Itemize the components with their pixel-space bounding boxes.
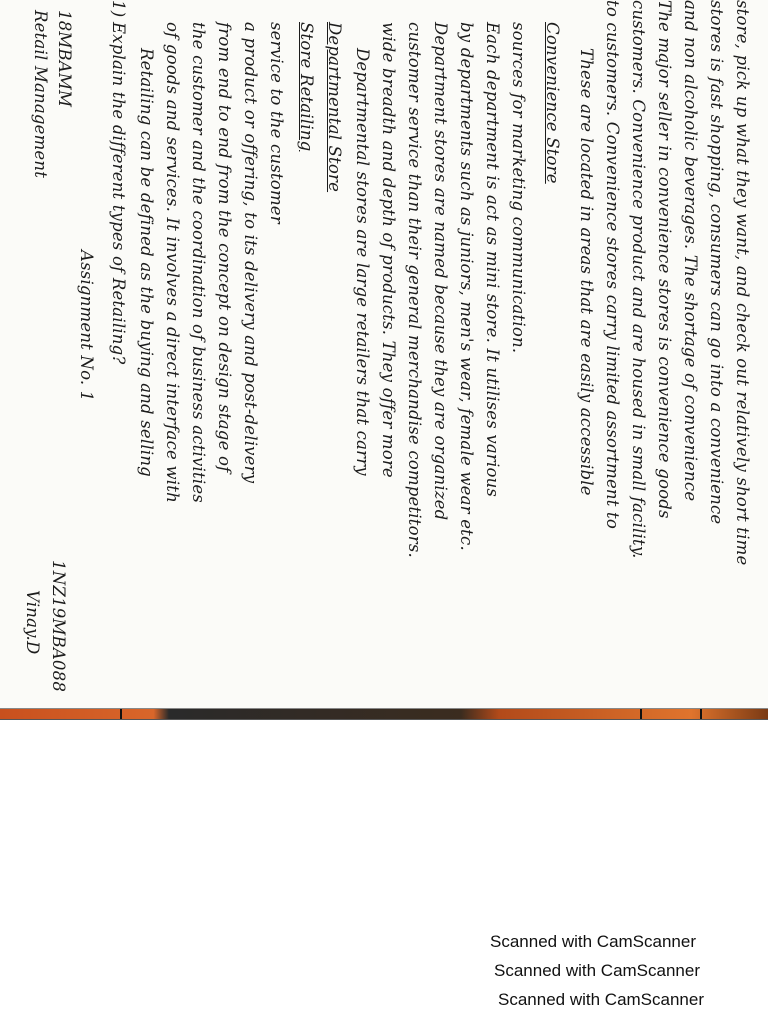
convenience-line: These are located in areas that are easily accessible — [577, 48, 596, 496]
departmental-line: by departments such as juniors, men's wear, female wear etc. — [457, 22, 476, 551]
departmental-line: sources for marketing communication. — [509, 22, 528, 354]
camscanner-watermark: Scanned with CamScanner — [498, 990, 705, 1009]
departmental-line: wide breadth and depth of products. They offer more — [379, 22, 398, 478]
course-code: 18MBAMM — [55, 10, 74, 108]
student-name: Vinay.D — [23, 590, 42, 655]
assignment-title: Assignment No. 1 — [77, 250, 96, 402]
store-retailing-heading: Store Retailing — [297, 22, 316, 152]
camscanner-watermark: Scanned with CamScanner — [490, 932, 697, 951]
intro-line: of goods and services. It involves a direct interface with — [163, 22, 182, 503]
intro-line: service to the customer — [267, 22, 286, 224]
course-title: Retail Management — [31, 10, 50, 179]
photo-edge-strip — [0, 708, 768, 720]
departmental-line: Departmental stores are large retailers that carry — [353, 48, 372, 476]
convenience-store-heading: Convenience Store — [543, 22, 562, 184]
departmental-line: Department stores are named because they are organized — [431, 22, 450, 521]
intro-line: from end to end from the concept on design stage of — [215, 22, 234, 473]
camscanner-watermark: Scanned with CamScanner — [494, 961, 701, 980]
intro-line: Retailing can be defined as the buying and selling — [137, 48, 156, 477]
student-usn: 1NZ19MBA088 — [49, 560, 68, 693]
departmental-store-heading: Departmental Store — [325, 22, 344, 193]
convenience-line: to customers. Convenience stores carry limited assortment to — [603, 0, 622, 529]
convenience-line: stores is fast shopping, consumers can go into a convenience — [707, 0, 726, 525]
departmental-line: customer service than their general merchandise competitors. — [405, 22, 424, 558]
question-number: 1) — [109, 0, 128, 18]
question-text: Explain the different types of Retailing? — [109, 22, 128, 365]
convenience-line: The major seller in convenience stores is convenience goods — [655, 0, 674, 519]
convenience-line: customers. Convenience product and are housed in small facility. — [629, 0, 648, 559]
intro-line: the customer and the coordination of business activities — [189, 22, 208, 503]
intro-line: a product or offering, to its delivery and post-delivery — [241, 22, 260, 484]
convenience-line: store, pick up what they want, and check out relatively short time — [733, 0, 752, 566]
convenience-line: and non alcoholic beverages. The shortage of convenience — [681, 0, 700, 502]
departmental-line: Each department is act as mini store. It utilises various — [483, 22, 502, 498]
